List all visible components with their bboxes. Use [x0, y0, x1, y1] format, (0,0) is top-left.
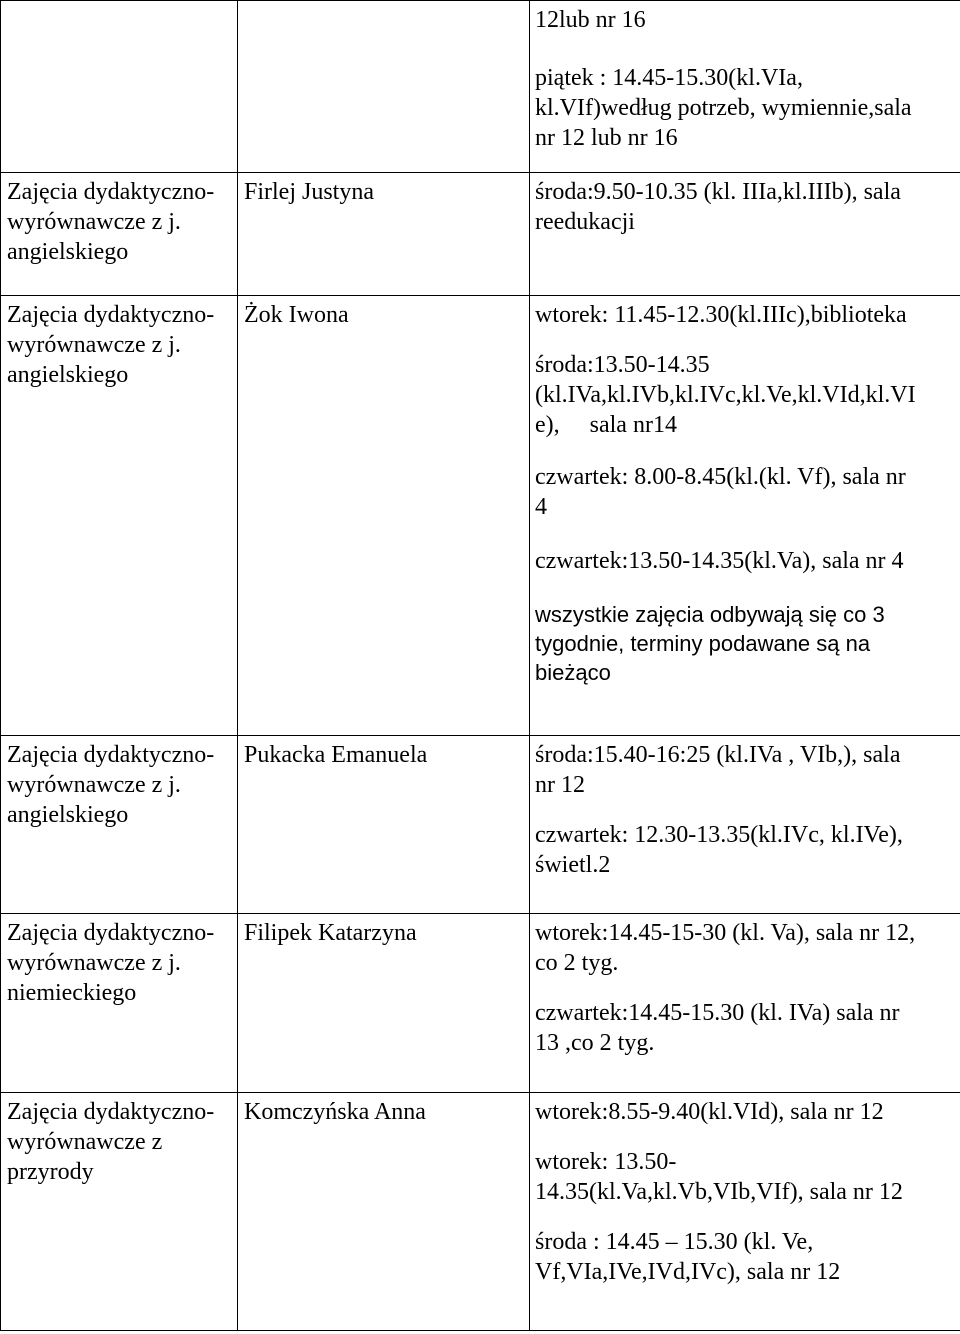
- teacher-name: Filipek Katarzyna: [244, 920, 417, 946]
- teacher-cell: [238, 296, 530, 736]
- table-row: [1, 736, 960, 914]
- schedule-entry: środa:13.50-14.35 (kl.IVa,kl.IVb,kl.IVc,kl.Ve,kl.VId,kl.VI e), sala nr14: [535, 352, 916, 438]
- schedule-entry: środa:9.50-10.35 (kl. IIIa,kl.IIIb), sala reedukacji: [535, 179, 901, 235]
- subject-cell: [1, 736, 238, 914]
- schedule-entry: wtorek:14.45-15-30 (kl. Va), sala nr 12, co 2 tyg.: [535, 920, 916, 976]
- subject-text: Zajęcia dydaktyczno- wyrównawcze z j. angielskiego: [7, 179, 215, 265]
- schedule-entry: środa : 14.45 – 15.30 (kl. Ve, Vf,VIa,IVe,IVd,IVc), sala nr 12: [535, 1229, 841, 1285]
- schedule-entry: czwartek: 8.00-8.45(kl.(kl. Vf), sala nr 4: [535, 464, 906, 520]
- table-row: [1, 296, 960, 736]
- teacher-cell: [238, 1093, 530, 1331]
- schedule-entry: środa:15.40-16:25 (kl.IVa , VIb,), sala nr 12: [535, 742, 901, 798]
- teacher-cell: [238, 173, 530, 296]
- subject-cell: [1, 1, 238, 173]
- schedule-entry: 12lub nr 16: [535, 7, 646, 33]
- teacher-cell: [238, 736, 530, 914]
- teacher-cell: [238, 1, 530, 173]
- schedule-cell: [530, 914, 960, 1093]
- subject-cell: [1, 296, 238, 736]
- teacher-name: Komczyńska Anna: [244, 1099, 426, 1125]
- schedule-entry: czwartek:13.50-14.35(kl.Va), sala nr 4: [535, 548, 904, 574]
- schedule-entry: czwartek: 12.30-13.35(kl.IVc, kl.IVe), świetl.2: [535, 822, 903, 878]
- teacher-name: Firlej Justyna: [244, 179, 374, 205]
- teacher-cell: [238, 914, 530, 1093]
- schedule-cell: [530, 296, 960, 736]
- schedule-entry: czwartek:14.45-15.30 (kl. IVa) sala nr 13 ,co 2 tyg.: [535, 1000, 900, 1056]
- schedule-entry: wtorek: 13.50- 14.35(kl.Va,kl.Vb,VIb,VIf), sala nr 12: [535, 1149, 903, 1205]
- teacher-name: Żok Iwona: [244, 302, 349, 328]
- table-row: [1, 914, 960, 1093]
- schedule-entry: piątek : 14.45-15.30(kl.VIa, kl.VIf)według potrzeb, wymiennie,sala nr 12 lub nr 16: [535, 65, 912, 151]
- subject-text: Zajęcia dydaktyczno- wyrównawcze z j. angielskiego: [7, 302, 215, 388]
- teacher-name: Pukacka Emanuela: [244, 742, 428, 768]
- subject-cell: [1, 1093, 238, 1331]
- schedule-cell: [530, 1, 960, 173]
- schedule-cell: [530, 736, 960, 914]
- schedule-entry: wtorek: 11.45-12.30(kl.IIIc),biblioteka: [535, 302, 907, 328]
- schedule-entry: wtorek:8.55-9.40(kl.VId), sala nr 12: [535, 1099, 884, 1125]
- subject-cell: [1, 173, 238, 296]
- subject-text: Zajęcia dydaktyczno- wyrównawcze z j. niemieckiego: [7, 920, 215, 1006]
- schedule-note: wszystkie zajęcia odbywają się co 3 tygodnie, terminy podawane są na bieżąco: [535, 602, 885, 685]
- subject-cell: [1, 914, 238, 1093]
- subject-text: Zajęcia dydaktyczno- wyrównawcze z przyrody: [7, 1099, 215, 1185]
- table-row: [1, 1093, 960, 1331]
- schedule-cell: [530, 1093, 960, 1331]
- table-row: [1, 1, 960, 173]
- subject-text: Zajęcia dydaktyczno- wyrównawcze z j. angielskiego: [7, 742, 215, 828]
- schedule-cell: [530, 173, 960, 296]
- table-row: [1, 173, 960, 296]
